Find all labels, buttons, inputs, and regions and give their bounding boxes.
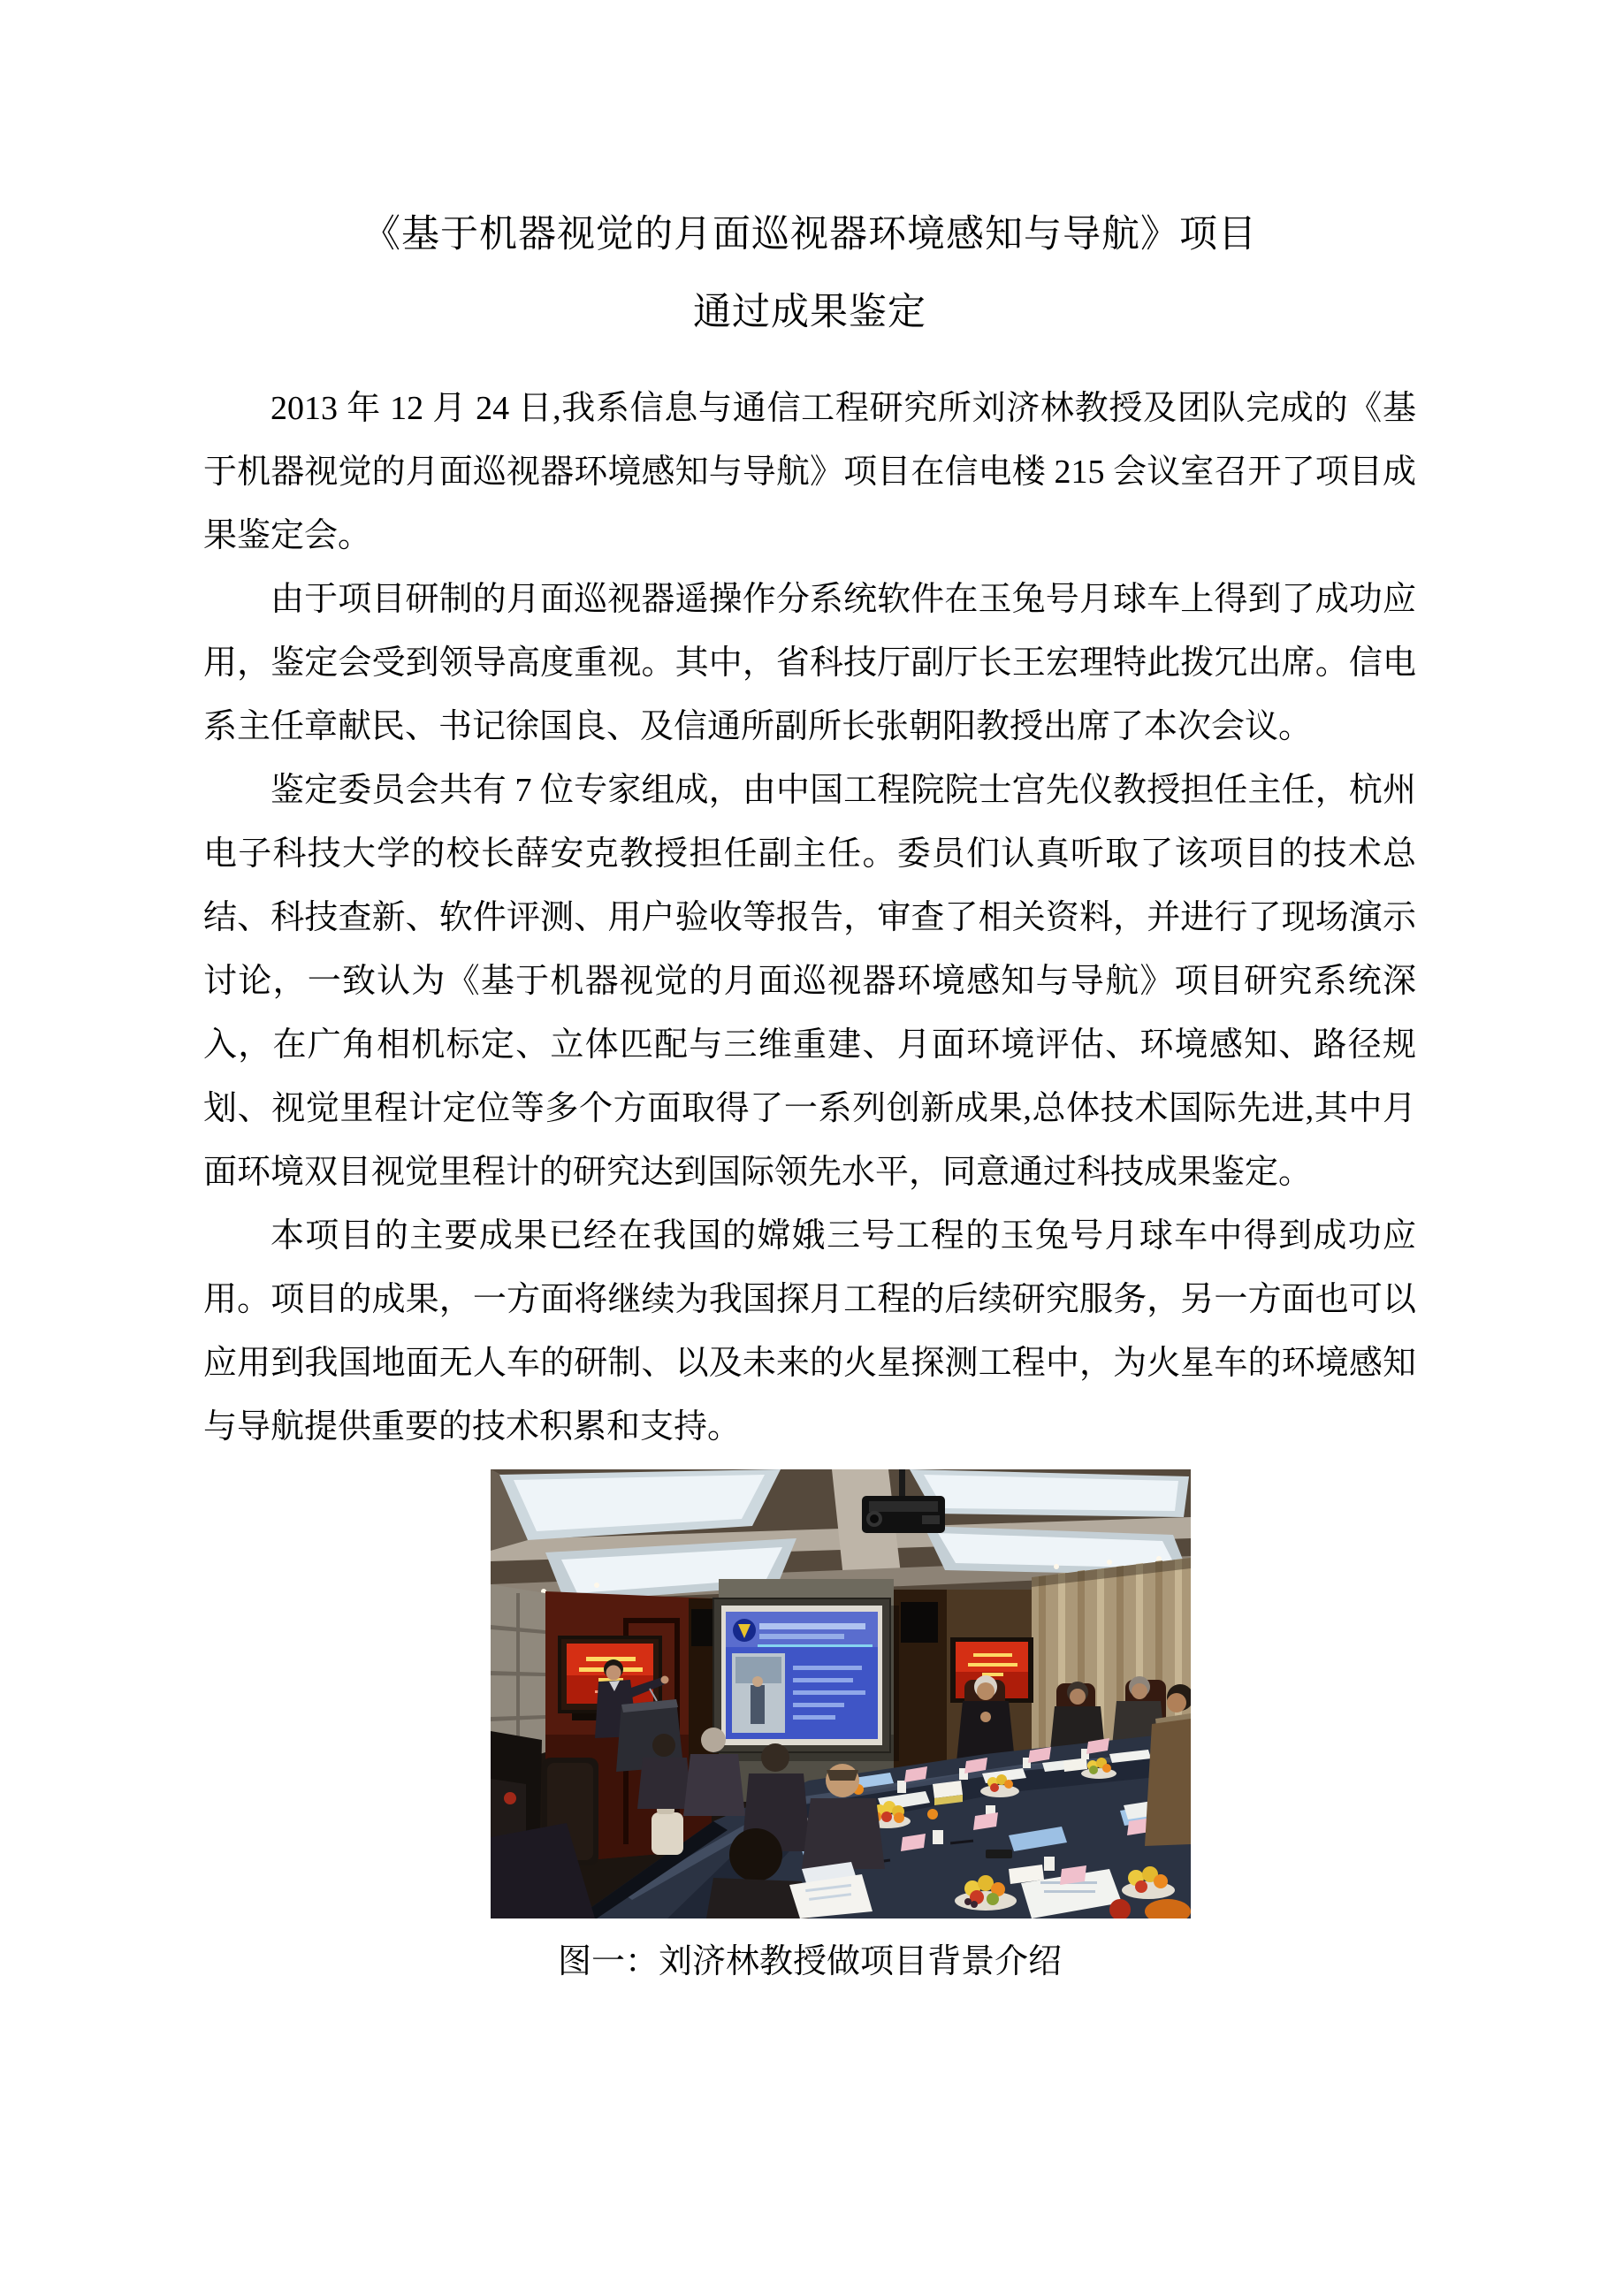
photo-presentation-screen — [713, 1598, 899, 1761]
conference-photo — [491, 1469, 1191, 1918]
figure — [491, 1469, 1191, 1984]
paragraph-2: 由于项目研制的月面巡视器遥操作分系统软件在玉兔号月球车上得到了成功应用，鉴定会受到领导高度重视。其中，省科技厅副厅长王宏理特此拨冗出席。信电系主任章献民、书记徐国良、及信通所副所长张朝阳教授出席了本次会议。 — [203, 581, 1416, 745]
figure-caption: 图一：刘济林教授做项目背景介绍 — [557, 1943, 1062, 1980]
paragraph-1: 2013 年 12 月 24 日,我系信息与通信工程研究所刘济林教授及团队完成的《基于机器视觉的月面巡视器环境感知与导航》项目在信电楼 215 会议室召开了项目成果鉴定会。 — [203, 390, 1416, 554]
document-content — [203, 0, 1416, 1984]
conference-photo-illustration — [491, 1469, 1191, 1918]
paragraph-4: 本项目的主要成果已经在我国的嫦娥三号工程的玉兔号月球车中得到成功应用。项目的成果，一方面将继续为我国探月工程的后续研究服务，另一方面也可以应用到我国地面无人车的研制、以及未来的火星探测工程中，为火星车的环境感知与导航提供重要的技术积累和支持。 — [203, 1217, 1416, 1445]
paragraph-3: 鉴定委员会共有 7 位专家组成，由中国工程院院士宫先仪教授担任主任，杭州电子科技大学的校长薛安克教授担任副主任。委员们认真听取了该项目的技术总结、科技查新、软件评测、用户验收等报告，审查了相关资料，并进行了现场演示讨论，一致认为《基于机器视觉的月面巡视器环境感知与导航》项目研究系统深入，在广角相机标定、立体匹配与三维重建、月面环境评估、环境感知、路径规划、视觉里程计定位等多个方面取得了一系列创新成果,总体技术国际先进,其中月面环境双目视觉里程计的研究达到国际领先水平，同意通过科技成果鉴定。 — [203, 772, 1416, 1191]
document-title-line2: 通过成果鉴定 — [693, 292, 926, 333]
document-title-line1: 《基于机器视觉的月面巡视器环境感知与导航》项目 — [362, 214, 1257, 256]
